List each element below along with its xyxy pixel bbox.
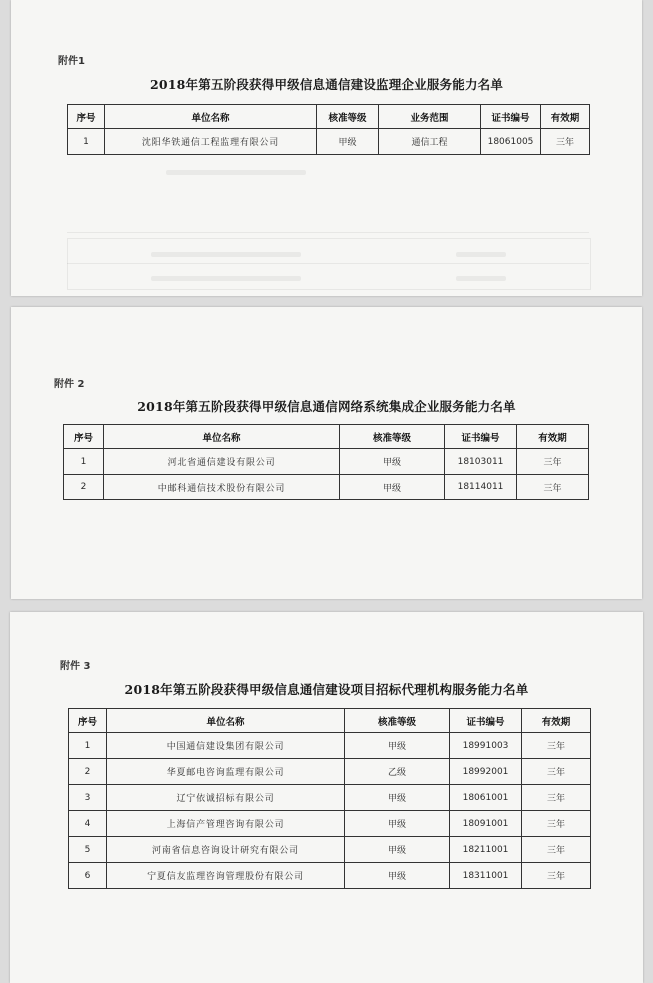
col-header-validity: 有效期 [541,105,590,129]
annex-1-title: 2018年第五阶段获得甲级信息通信建设监理企业服务能力名单 [149,77,504,92]
cell-cert-no: 18991003 [450,733,522,759]
cell-company: 沈阳华铁通信工程监理有限公司 [105,129,317,155]
cell-index: 5 [69,837,107,863]
cell-grade: 甲级 [340,475,445,500]
cell-cert-no: 18114011 [445,475,517,500]
table-header-row [64,425,589,449]
cell-index: 1 [64,449,104,475]
cell-index: 6 [69,863,107,889]
annex-2-page [11,307,642,599]
cell-grade: 甲级 [345,785,450,811]
cell-cert-no: 18103011 [445,449,517,475]
cell-company: 河南省信息咨询设计研究有限公司 [107,837,345,863]
table-row [64,449,589,475]
cell-index: 3 [69,785,107,811]
table-row [69,785,591,811]
cell-validity: 三年 [522,733,591,759]
cell-index: 1 [69,733,107,759]
table-row [69,837,591,863]
annex-3-label: 附件 3 [60,661,91,672]
cell-company: 河北省通信建设有限公司 [104,449,340,475]
col-header-cert-no: 证书编号 [450,709,522,733]
cell-company: 中国通信建设集团有限公司 [107,733,345,759]
col-header-index: 序号 [68,105,105,129]
cell-cert-no: 18992001 [450,759,522,785]
table-row [68,129,590,155]
col-header-index: 序号 [64,425,104,449]
cell-scope: 通信工程 [379,129,481,155]
table-row [69,863,591,889]
cell-company: 华夏邮电咨询监理有限公司 [107,759,345,785]
cell-index: 1 [68,129,105,155]
table-header-row [69,709,591,733]
col-header-validity: 有效期 [517,425,589,449]
cell-validity: 三年 [522,863,591,889]
cell-validity: 三年 [541,129,590,155]
show-through-mark [456,276,506,281]
cell-cert-no: 18061001 [450,785,522,811]
cell-grade: 乙级 [345,759,450,785]
col-header-company: 单位名称 [104,425,340,449]
cell-grade: 甲级 [340,449,445,475]
table-row [69,759,591,785]
cell-company: 中邮科通信技术股份有限公司 [104,475,340,500]
cell-cert-no: 18061005 [481,129,541,155]
col-header-grade: 核准等级 [345,709,450,733]
cell-index: 2 [69,759,107,785]
annex-3-title: 2018年第五阶段获得甲级信息通信建设项目招标代理机构服务能力名单 [124,682,529,697]
cell-grade: 甲级 [345,733,450,759]
cell-grade: 甲级 [317,129,379,155]
cell-grade: 甲级 [345,837,450,863]
annex-2-title: 2018年第五阶段获得甲级信息通信网络系统集成企业服务能力名单 [137,399,516,414]
table-row [69,811,591,837]
annex-3-page [10,612,643,983]
cell-index: 2 [64,475,104,500]
table-header-row [68,105,590,129]
cell-validity: 三年 [517,475,589,500]
cell-cert-no: 18091001 [450,811,522,837]
show-through-mark [151,276,301,281]
col-header-cert-no: 证书编号 [445,425,517,449]
show-through-mark [456,252,506,257]
col-header-company: 单位名称 [105,105,317,129]
annex-1-label: 附件1 [58,56,85,67]
annex-2-table [63,424,589,500]
cell-validity: 三年 [522,785,591,811]
cell-company: 辽宁依诚招标有限公司 [107,785,345,811]
cell-validity: 三年 [517,449,589,475]
cell-cert-no: 18311001 [450,863,522,889]
cell-validity: 三年 [522,837,591,863]
cell-validity: 三年 [522,759,591,785]
show-through-mark [166,170,306,175]
show-through-line [67,232,589,233]
col-header-index: 序号 [69,709,107,733]
col-header-cert-no: 证书编号 [481,105,541,129]
annex-1-page [11,0,642,296]
annex-3-table [68,708,591,889]
col-header-scope: 业务范围 [379,105,481,129]
table-row [64,475,589,500]
table-row [69,733,591,759]
col-header-grade: 核准等级 [317,105,379,129]
show-through-table [67,238,591,290]
cell-index: 4 [69,811,107,837]
annex-2-label: 附件 2 [54,379,85,390]
cell-company: 上海信产管理咨询有限公司 [107,811,345,837]
col-header-grade: 核准等级 [340,425,445,449]
show-through-mark [151,252,301,257]
show-through-line [67,263,589,264]
cell-grade: 甲级 [345,811,450,837]
cell-cert-no: 18211001 [450,837,522,863]
cell-validity: 三年 [522,811,591,837]
col-header-company: 单位名称 [107,709,345,733]
cell-company: 宁夏信友监理咨询管理股份有限公司 [107,863,345,889]
annex-1-table [67,104,590,155]
col-header-validity: 有效期 [522,709,591,733]
cell-grade: 甲级 [345,863,450,889]
